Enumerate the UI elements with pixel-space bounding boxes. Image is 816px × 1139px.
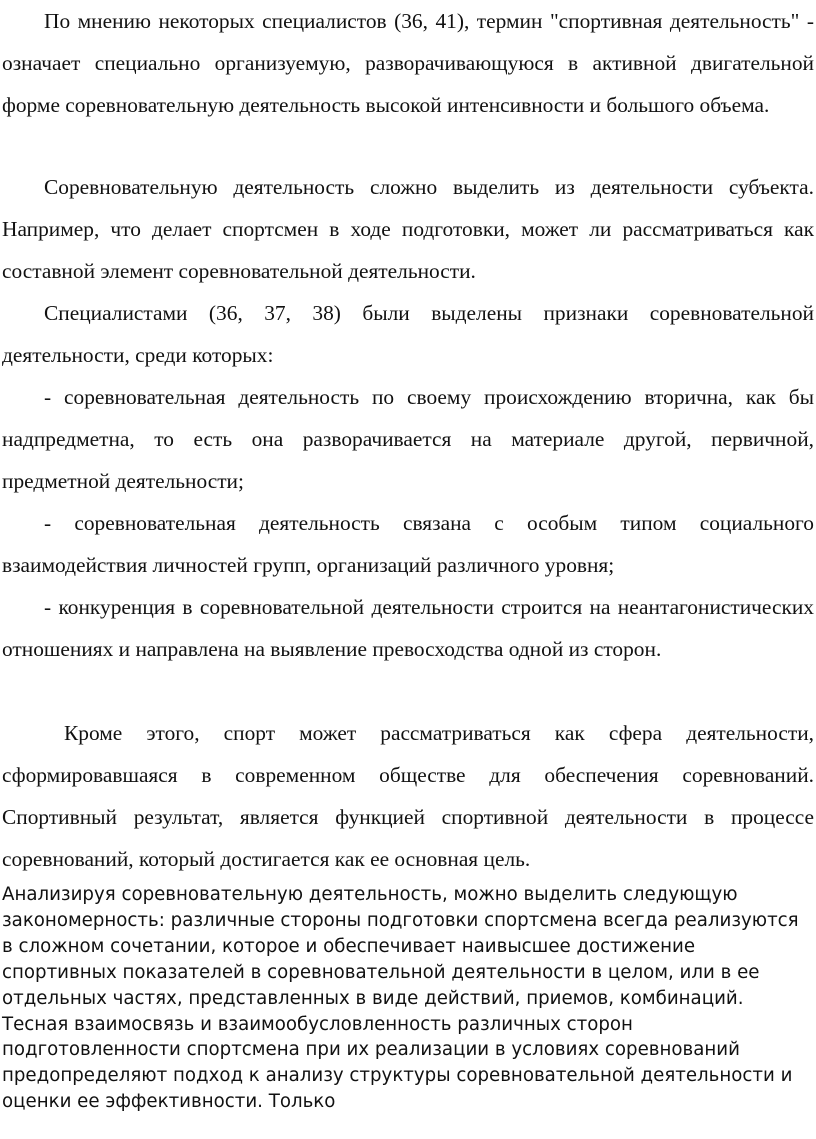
paragraph-sports-activity-definition: По мнению некоторых специалистов (36, 41), термин "спортивная деятельность" - означает специально организуемую, разворачивающуюся в активной двигательной форме соревновательную деятельность высокой интенсивности и большого объема. xyxy=(2,9,814,117)
list-item-secondary-origin: - соревновательная деятельность по своему происхождению вторична, как бы надпредметна, то есть она разворачивается на материале другой, первичной, предметной деятельности; xyxy=(2,385,814,493)
paragraph-signs-intro: Специалистами (36, 37, 38) были выделены признаки соревновательной деятельности, среди которых: xyxy=(2,301,814,367)
paragraph-analysis-pattern: Анализируя соревновательную деятельность, можно выделить следующую закономерность: различные стороны подготовки спортсмена всегда реализуются в сложном сочетании, которое и обеспечивает наивысшее достижение спортивных показателей в соревновательной деятельности в целом, или в ее отдельных частях, представленных в виде действий, приемов, комбинаций. Тесная взаимосвязь и взаимообусловленность различных сторон подготовленности спортсмена при их реализации в условиях соревнований предопределяют подход к анализу структуры соревновательной деятельности и оценки ее эффективности. Только xyxy=(2,884,799,1113)
paragraph-competitive-activity-subject: Соревновательную деятельность сложно выделить из деятельности субъекта. Например, что делает спортсмен в ходе подготовки, может ли рассматриваться как составной элемент соревновательной деятельности. xyxy=(2,175,814,283)
list-item-competition: - конкуренция в соревновательной деятельности строится на неантагонистических отношениях и направлена на выявление превосходства одной из сторон. xyxy=(2,595,814,661)
paragraph-sport-sphere: Кроме этого, спорт может рассматриваться как сфера деятельности, сформировавшаяся в современном обществе для обеспечения соревнований. Спортивный результат, является функцией спортивной деятельности в процессе соревнований, который достигается как ее основная цель. xyxy=(2,721,814,871)
list-item-social-interaction: - соревновательная деятельность связана с особым типом социального взаимодействия личностей групп, организаций различного уровня; xyxy=(2,511,814,577)
